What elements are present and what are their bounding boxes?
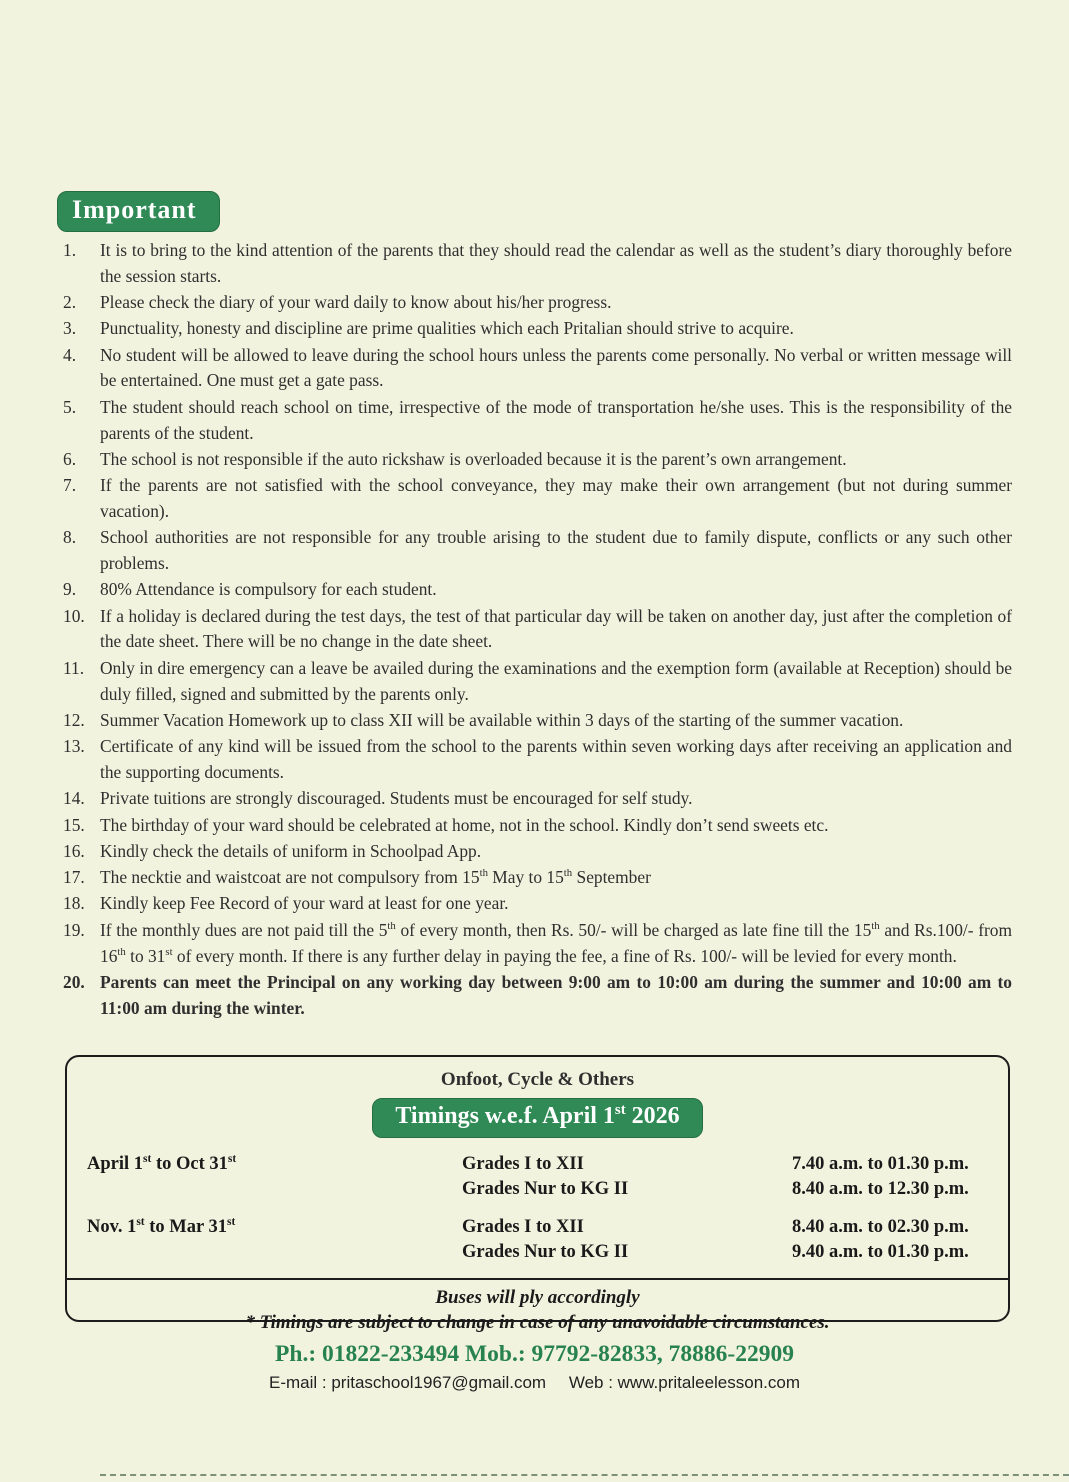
notice-text: The birthday of your ward should be celebrated at home, not in the school. Kindly don’t send sweets etc. xyxy=(100,814,829,835)
notice-item xyxy=(63,525,1012,577)
notice-text: If the monthly dues are not paid till the 5th of every month, then Rs. 50/- will be charged as late fine till the 15th and Rs.100/- from 16th to 31st of every month. If there is any further delay in paying the fee, a fine of Rs. 100/- will be levied for every month. xyxy=(100,919,1013,966)
notice-item xyxy=(63,577,1012,603)
bottom-cut-line xyxy=(100,1474,1069,1476)
notice-text: The school is not responsible if the auto rickshaw is overloaded because it is the parent’s own arrangement. xyxy=(100,448,847,469)
schedule-grades: Grades I to XII xyxy=(462,1217,584,1237)
notice-number: 16. xyxy=(63,840,85,861)
notice-number: 2. xyxy=(63,292,77,313)
timings-title-badge: Timings w.e.f. April 1st 2026 xyxy=(372,1098,702,1138)
schedule-group xyxy=(87,1152,988,1202)
schedule-time: 8.40 a.m. to 02.30 p.m. xyxy=(792,1217,969,1237)
notice-text: Punctuality, honesty and discipline are prime qualities which each Pritalian should strive to acquire. xyxy=(100,318,794,339)
notice-text: 80% Attendance is compulsory for each student. xyxy=(100,579,437,600)
notice-number: 1. xyxy=(63,240,77,260)
notice-number: 5. xyxy=(63,396,77,417)
notice-item xyxy=(63,447,1012,473)
notice-item xyxy=(63,316,1012,342)
schedule-time: 9.40 a.m. to 01.30 p.m. xyxy=(792,1242,969,1262)
notice-text: If a holiday is declared during the test days, the test of that particular day will be taken on another day, just after the completion of the date sheet. There will be no change in the date sheet. xyxy=(100,605,1012,652)
contact-email: E-mail : pritaschool1967@gmail.com xyxy=(269,1373,547,1392)
notice-item xyxy=(63,786,1012,812)
notice-number: 12. xyxy=(63,709,85,730)
notice-number: 4. xyxy=(63,344,77,365)
notice-text: Kindly check the details of uniform in Schoolpad App. xyxy=(100,840,482,861)
contact-phone: Ph.: 01822-233494 Mob.: 97792-82833, 78886-22909 xyxy=(275,1341,794,1367)
schedule-grades: Grades Nur to KG II xyxy=(462,1242,629,1262)
notice-text: Summer Vacation Homework up to class XII will be available within 3 days of the starting of the summer vacation. xyxy=(100,709,904,730)
notice-number: 10. xyxy=(63,605,85,626)
notice-item xyxy=(63,656,1012,708)
notice-item xyxy=(63,865,1012,891)
notice-number: 11. xyxy=(63,657,85,678)
notice-number: 8. xyxy=(63,527,77,548)
notice-item xyxy=(63,238,1012,290)
schedule-time: 7.40 a.m. to 01.30 p.m. xyxy=(792,1154,969,1174)
footnote-subject-to-change: * Timings are subject to change in case of any unavoidable circumstances. xyxy=(245,1312,830,1333)
notice-item xyxy=(63,734,1012,786)
schedule-grades: Grades I to XII xyxy=(462,1154,584,1174)
notice-text: The student should reach school on time, irrespective of the mode of transportation he/she uses. This is the responsibility of the parents of the student. xyxy=(100,396,1012,443)
timings-box xyxy=(65,1055,1010,1333)
schedule-period: April 1st to Oct 31st xyxy=(87,1152,237,1174)
notice-item xyxy=(63,970,1012,1022)
notice-item xyxy=(63,708,1012,734)
notice-text: Certificate of any kind will be issued from the school to the parents within seven working days after receiving an application and the supporting documents. xyxy=(100,736,1012,782)
notice-item xyxy=(63,918,1012,970)
notice-text: School authorities are not responsible for any trouble arising to the student due to family dispute, conflicts or any such other problems. xyxy=(100,527,1012,574)
notice-number: 14. xyxy=(63,788,85,809)
notice-text: The necktie and waistcoat are not compulsory from 15th May to 15th September xyxy=(100,867,651,888)
notice-item xyxy=(63,891,1012,917)
notice-item xyxy=(63,473,1012,525)
notice-number: 19. xyxy=(63,919,85,940)
notice-number: 9. xyxy=(63,579,77,600)
timings-footnotes xyxy=(67,1278,1008,1343)
notice-text: Please check the diary of your ward daily to know about his/her progress. xyxy=(100,292,612,313)
notice-text: Private tuitions are strongly discouraged. Students must be encouraged for self study. xyxy=(100,788,693,809)
notice-text: No student will be allowed to leave during the school hours unless the parents come personally. No verbal or written message will be entertained. One must get a gate pass. xyxy=(100,344,1012,391)
notice-number: 18. xyxy=(63,893,85,914)
schedule-period: Nov. 1st to Mar 31st xyxy=(87,1215,236,1237)
contact-email-web xyxy=(0,1373,1069,1393)
notice-item xyxy=(63,290,1012,316)
notice-text: Kindly keep Fee Record of your ward at least for one year. xyxy=(100,893,509,914)
schedule-time: 8.40 a.m. to 12.30 p.m. xyxy=(792,1179,969,1199)
timings-subtitle: Onfoot, Cycle & Others xyxy=(440,1069,635,1090)
notice-number: 20. xyxy=(63,971,85,992)
notice-number: 17. xyxy=(63,867,85,888)
notice-text: Only in dire emergency can a leave be availed during the examinations and the exemption form (available at Reception) should be duly filled, signed and submitted by the parents only. xyxy=(100,657,1012,704)
timings-schedule xyxy=(67,1142,1008,1278)
notice-text: Parents can meet the Principal on any working day between 9:00 am to 10:00 am during the summer and 10:00 am to 11:00 am during the winter. xyxy=(100,971,1012,1018)
schedule-grades: Grades Nur to KG II xyxy=(462,1179,629,1199)
notice-text: It is to bring to the kind attention of the parents that they should read the calendar as well as the student’s diary thoroughly before the session starts. xyxy=(100,240,1012,286)
notices-list xyxy=(63,238,1012,1022)
notice-number: 3. xyxy=(63,318,77,339)
footnote-buses: Buses will ply accordingly xyxy=(435,1287,640,1308)
notice-item xyxy=(63,839,1012,865)
schedule-group xyxy=(87,1215,988,1265)
notice-number: 6. xyxy=(63,448,77,469)
notice-number: 13. xyxy=(63,736,85,757)
notice-text: If the parents are not satisfied with the school conveyance, they may make their own arrangement (but not during summer vacation). xyxy=(100,475,1012,521)
contact-block xyxy=(0,1340,1069,1393)
notice-item xyxy=(63,604,1012,656)
notice-number: 7. xyxy=(63,475,77,496)
contact-web: Web : www.pritaleelesson.com xyxy=(568,1373,800,1392)
notice-item xyxy=(63,395,1012,447)
notice-item xyxy=(63,343,1012,395)
important-badge: Important xyxy=(57,191,220,232)
notice-number: 15. xyxy=(63,814,85,835)
notice-item xyxy=(63,813,1012,839)
